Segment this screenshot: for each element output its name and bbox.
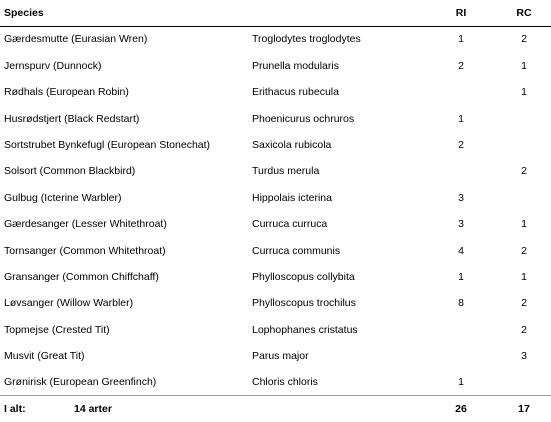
species-common-name: Gærdesanger (Lesser Whitethroat) [4,218,167,231]
table-row [0,79,551,105]
header-species: Species [4,7,44,19]
table-row [0,26,551,52]
table-row [0,317,551,343]
species-common-name: Gransanger (Common Chiffchaff) [4,270,159,283]
species-latin-name: Phylloscopus collybita [252,270,355,283]
table-total-row [0,396,551,422]
species-common-name: Husrødstjert (Black Redstart) [4,112,140,125]
total-rc: 17 [518,402,530,415]
species-common-name: Grønirisk (European Greenfinch) [4,376,157,389]
table-row [0,106,551,132]
species-latin-name: Curruca curruca [252,218,328,231]
species-common-name: Musvit (Great Tit) [4,350,85,363]
rc-count [503,369,545,395]
ri-count: 1 [458,112,464,125]
total-ri: 26 [455,402,467,415]
rc-count: 1 [521,86,527,99]
species-latin-name: Curruca communis [252,244,341,257]
species-latin-name: Erithacus rubecula [252,86,339,99]
rc-count: 2 [521,33,527,46]
species-common-name: Sortstrubet Bynkefugl (European Stonechat) [4,138,211,151]
ri-count: 3 [458,191,464,204]
ri-count [440,343,482,369]
rc-count [503,106,545,132]
table-row [0,238,551,264]
table-row [0,132,551,158]
rc-count: 1 [521,218,527,231]
table-row [0,264,551,290]
species-common-name: Tornsanger (Common Whitethroat) [4,244,166,257]
species-latin-name: Phoenicurus ochruros [252,112,355,125]
species-common-name: Jernspurv (Dunnock) [4,59,102,72]
table-row [0,53,551,79]
rc-count: 1 [521,270,527,283]
header-divider [0,26,551,27]
species-latin-name: Saxicola rubicola [252,138,332,151]
table-row [0,369,551,395]
species-common-name: Rødhals (European Robin) [4,86,129,99]
ri-count: 3 [458,218,464,231]
header-rc: RC [516,7,532,19]
rc-count [503,132,545,158]
ri-count: 2 [458,59,464,72]
rc-count: 2 [521,323,527,336]
species-latin-name: Hippolais icterina [252,191,332,204]
total-divider [0,395,551,396]
ri-count [440,158,482,184]
ri-count: 1 [458,270,464,283]
ri-count [440,79,482,105]
ri-count: 1 [458,33,464,46]
table-row [0,290,551,316]
table-header [0,0,551,26]
table-row [0,185,551,211]
species-latin-name: Parus major [252,350,309,363]
species-latin-name: Phylloscopus trochilus [252,297,356,310]
table-body [0,26,551,395]
species-latin-name: Lophophanes cristatus [252,323,358,336]
species-common-name: Gulbug (Icterine Warbler) [4,191,122,204]
rc-count: 2 [521,297,527,310]
total-label: I alt: [4,402,26,415]
table-row [0,211,551,237]
rc-count: 3 [521,350,527,363]
rc-count [503,185,545,211]
rc-count: 1 [521,59,527,72]
species-latin-name: Turdus merula [252,165,320,178]
ri-count: 1 [458,376,464,389]
total-species-count: 14 arter [74,402,112,415]
ri-count: 8 [458,297,464,310]
species-common-name: Gærdesmutte (Eurasian Wren) [4,33,148,46]
species-latin-name: Troglodytes troglodytes [252,33,361,46]
ri-count: 4 [458,244,464,257]
rc-count: 2 [521,165,527,178]
ri-count [440,317,482,343]
header-ri: RI [455,7,467,19]
table-row [0,343,551,369]
table-row [0,158,551,184]
species-latin-name: Chloris chloris [252,376,318,389]
rc-count: 2 [521,244,527,257]
species-common-name: Solsort (Common Blackbird) [4,165,136,178]
species-common-name: Løvsanger (Willow Warbler) [4,297,134,310]
species-common-name: Topmejse (Crested Tit) [4,323,110,336]
ri-count: 2 [458,138,464,151]
species-latin-name: Prunella modularis [252,59,339,72]
